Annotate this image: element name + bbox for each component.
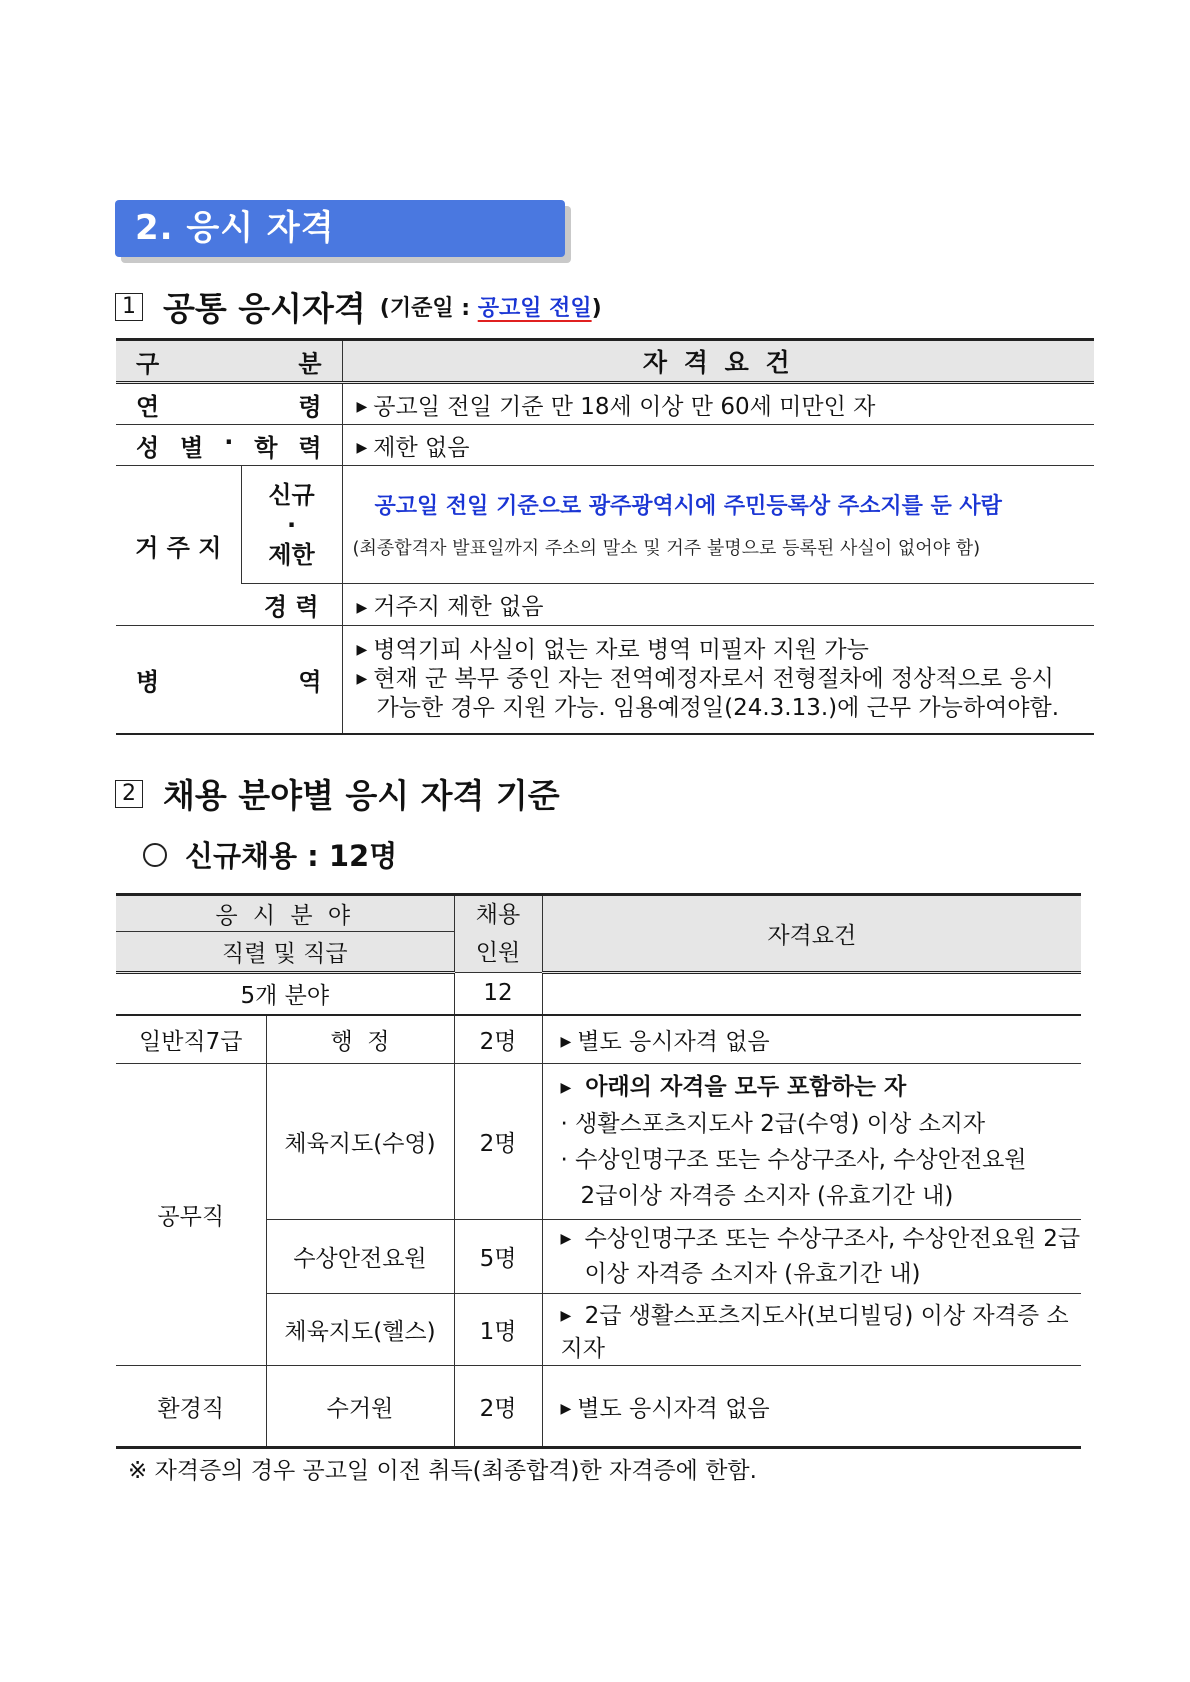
residence-label: 거 주 지 bbox=[116, 466, 241, 626]
field-header: 응 시 분 야 bbox=[116, 895, 454, 932]
triangle-bullet-icon: ▶ bbox=[356, 399, 368, 415]
section-number-box: 1 bbox=[115, 293, 143, 321]
by-field-title: 채용 분야별 응시 자격 기준 bbox=[163, 776, 560, 815]
triangle-bullet-icon: ▶ bbox=[560, 1401, 572, 1417]
section-number-box: 2 bbox=[115, 780, 143, 808]
common-basis-date: (기준일 : 공고일 전일) bbox=[379, 296, 602, 321]
residence-requirement: 공고일 전일 기준으로 광주광역시에 주민등록상 주소지를 둔 사람 bbox=[374, 494, 1002, 519]
triangle-bullet-icon: ▶ bbox=[356, 641, 368, 658]
table-row: 경 력 ▶ 거주지 제한 없음 bbox=[116, 584, 1094, 626]
triangle-bullet-icon: ▶ bbox=[560, 1230, 572, 1247]
career-label: 경 력 bbox=[241, 584, 342, 626]
public-group-label: 공무직 bbox=[116, 1064, 266, 1366]
table-row bbox=[116, 973, 1081, 1015]
requirement-header: 자격요건 bbox=[542, 895, 1081, 973]
series-grade-header: 직렬 및 직급 bbox=[116, 932, 454, 973]
triangle-bullet-icon: ▶ bbox=[560, 1034, 572, 1051]
total-count: 12 bbox=[454, 973, 542, 1015]
common-heading bbox=[115, 283, 602, 330]
new-hire-heading: 신규채용 : 12명 bbox=[143, 834, 397, 875]
table-row: 공무직 체육지도(수영) 2명 ▶ 아래의 자격을 모두 포함하는 자 · 생활스포츠지도사 2급(수영) 이상 소지자 · 수상인명구조 또는 수상구조사, 수상안전요원 2급이상 자격증 소지자 (유효기간 내) bbox=[116, 1064, 1081, 1220]
basis-date-link: 공고일 전일 bbox=[477, 296, 592, 321]
requirement-header: 자 격 요 건 bbox=[342, 340, 1094, 383]
by-field-heading bbox=[115, 770, 560, 817]
new-restriction-label: 신규 · 제한 bbox=[241, 466, 342, 584]
triangle-bullet-icon: ▶ bbox=[560, 1079, 572, 1096]
table-row: 체육지도(헬스) 1명 ▶ 2급 생활스포츠지도사(보디빌딩) 이상 자격증 소지자 bbox=[116, 1294, 1081, 1366]
count-header: 채용 인원 bbox=[454, 895, 542, 973]
field-qualification-table bbox=[116, 893, 1081, 1449]
footnote: ※ 자격증의 경우 공고일 이전 취득(최종합격)한 자격증에 한함. bbox=[128, 1458, 757, 1484]
table-header-row: 구 분 자 격 요 건 bbox=[116, 340, 1094, 383]
table-row bbox=[116, 466, 1094, 584]
table-row: 환경직 수거원 2명 ▶ 별도 응시자격 없음 bbox=[116, 1366, 1081, 1448]
table-row: 성 별 · 학 력 ▶ 제한 없음 bbox=[116, 425, 1094, 466]
table-header-row bbox=[116, 895, 1081, 932]
triangle-bullet-icon: ▶ bbox=[560, 1308, 572, 1324]
triangle-bullet-icon: ▶ bbox=[356, 670, 368, 687]
triangle-bullet-icon: ▶ bbox=[356, 440, 368, 456]
table-row: 연 령 ▶ 공고일 전일 기준 만 18세 이상 만 60세 미만인 자 bbox=[116, 383, 1094, 425]
total-label: 5개 분야 bbox=[116, 973, 454, 1015]
table-row: 일반직7급 행 정 2명 ▶ 별도 응시자격 없음 bbox=[116, 1015, 1081, 1064]
circle-bullet-icon bbox=[143, 843, 167, 867]
table-row: 수상안전요원 5명 ▶ 수상인명구조 또는 수상구조사, 수상안전요원 2급 이상 자격증 소지자 (유효기간 내) bbox=[116, 1220, 1081, 1294]
common-qualification-table bbox=[116, 338, 1094, 735]
triangle-bullet-icon: ▶ bbox=[356, 599, 368, 616]
table-row: 병 역 ▶ 병역기피 사실이 없는 자로 병역 미필자 지원 가능 ▶ 현재 군 복무 중인 자는 전역예정자로서 전형절차에 정상적으로 응시 가능한 경우 지원 가능. 임용예정일(24.3.13.)에 근무 가능하여야함. bbox=[116, 626, 1094, 734]
section-title: 2. 응시 자격 bbox=[115, 200, 565, 257]
common-title: 공통 응시자격 bbox=[163, 289, 366, 328]
residence-note: (최종합격자 발표일까지 주소의 말소 및 거주 불명으로 등록된 사실이 없어야 함) bbox=[352, 538, 981, 559]
